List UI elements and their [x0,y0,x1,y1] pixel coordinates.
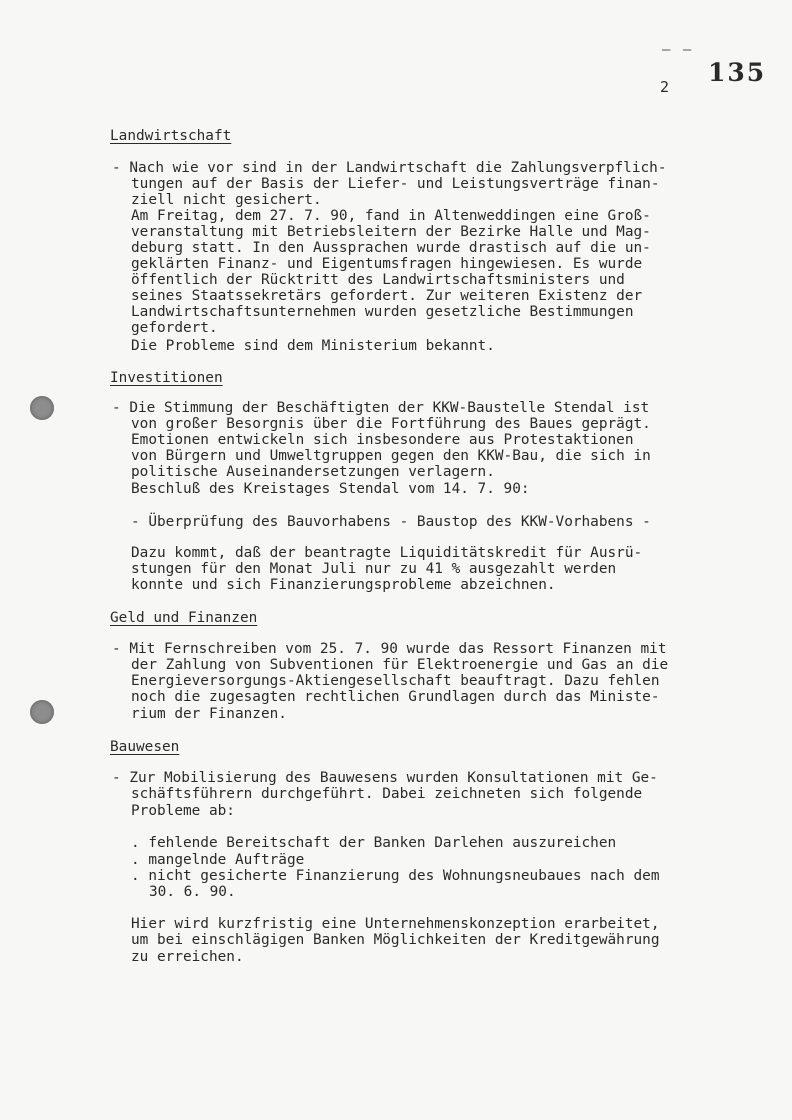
list-item: . mangelnde Aufträge [131,852,305,868]
section-heading-landwirtschaft: Landwirtschaft [110,128,232,144]
text-line: von großer Besorgnis über die Fortführung des Baues geprägt. [131,416,651,432]
text-line: Beschluß des Kreistages Stendal vom 14. 7. 90: [131,481,530,497]
text-line: Landwirtschaftsunternehmen wurden gesetzliche Bestimmungen [131,304,634,320]
text-line: stungen für den Monat Juli nur zu 41 % ausgezahlt werden [131,561,617,577]
text-line: veranstaltung mit Betriebsleitern der Bezirke Halle und Mag- [131,224,651,240]
text-line: Am Freitag, dem 27. 7. 90, fand in Altenweddingen eine Groß- [131,208,651,224]
section-heading-investitionen: Investitionen [110,370,223,386]
section-heading-bauwesen: Bauwesen [110,739,180,755]
text-line: zu erreichen. [131,949,244,965]
text-line: - Überprüfung des Bauvorhabens - Baustop des KKW-Vorhabens - [131,514,651,530]
text-line: Dazu kommt, daß der beantragte Liquiditätskredit für Ausrü- [131,545,643,561]
dash-mark: – – [662,42,694,58]
text-line: rium der Finanzen. [131,706,287,722]
text-line: ziell nicht gesichert. [131,192,322,208]
text-line: Die Probleme sind dem Ministerium bekannt. [131,338,495,354]
text-line: - Mit Fernschreiben vom 25. 7. 90 wurde das Ressort Finanzen mit [112,641,667,657]
punch-hole [30,396,54,420]
text-line: tungen auf der Basis der Liefer- und Leistungsverträge finan- [131,176,660,192]
list-item: . fehlende Bereitschaft der Banken Darlehen auszureichen [131,835,617,851]
archive-stamp-number: 135 [708,58,767,87]
text-line: - Zur Mobilisierung des Bauwesens wurden Konsultationen mit Ge- [112,770,658,786]
text-line: Emotionen entwickeln sich insbesondere aus Protestaktionen [131,432,634,448]
text-line: um bei einschlägigen Banken Möglichkeiten der Kreditgewährung [131,932,660,948]
text-line: - Die Stimmung der Beschäftigten der KKW-Baustelle Stendal ist [112,400,650,416]
text-line: konnte und sich Finanzierungsprobleme abzeichnen. [131,577,556,593]
text-line: öffentlich der Rücktritt des Landwirtschaftsministers und [131,272,625,288]
section-heading-geld-und-finanzen: Geld und Finanzen [110,610,258,626]
text-line: geklärten Finanz- und Eigentumsfragen hingewiesen. Es wurde [131,256,643,272]
text-line: Energieversorgungs-Aktiengesellschaft beauftragt. Dazu fehlen [131,673,660,689]
text-line: politische Auseinandersetzungen verlagern. [131,464,495,480]
text-line: - Nach wie vor sind in der Landwirtschaft die Zahlungsverpflich- [112,160,667,176]
text-line: schäftsführern durchgeführt. Dabei zeichneten sich folgende [131,786,643,802]
text-line: deburg statt. In den Aussprachen wurde drastisch auf die un- [131,240,651,256]
punch-hole [30,700,54,724]
text-line: Hier wird kurzfristig eine Unternehmenskonzeption erarbeitet, [131,916,660,932]
page-number: 2 [660,78,670,96]
text-line: noch die zugesagten rechtlichen Grundlagen durch das Ministe- [131,689,660,705]
text-line: 30. 6. 90. [149,884,236,900]
text-line: der Zahlung von Subventionen für Elektroenergie und Gas an die [131,657,669,673]
list-item: . nicht gesicherte Finanzierung des Wohnungsneubaues nach dem [131,868,660,884]
text-line: gefordert. [131,320,218,336]
text-line: Probleme ab: [131,803,235,819]
text-line: von Bürgern und Umweltgruppen gegen den KKW-Bau, die sich in [131,448,651,464]
text-line: seines Staatssekretärs gefordert. Zur weiteren Existenz der [131,288,643,304]
